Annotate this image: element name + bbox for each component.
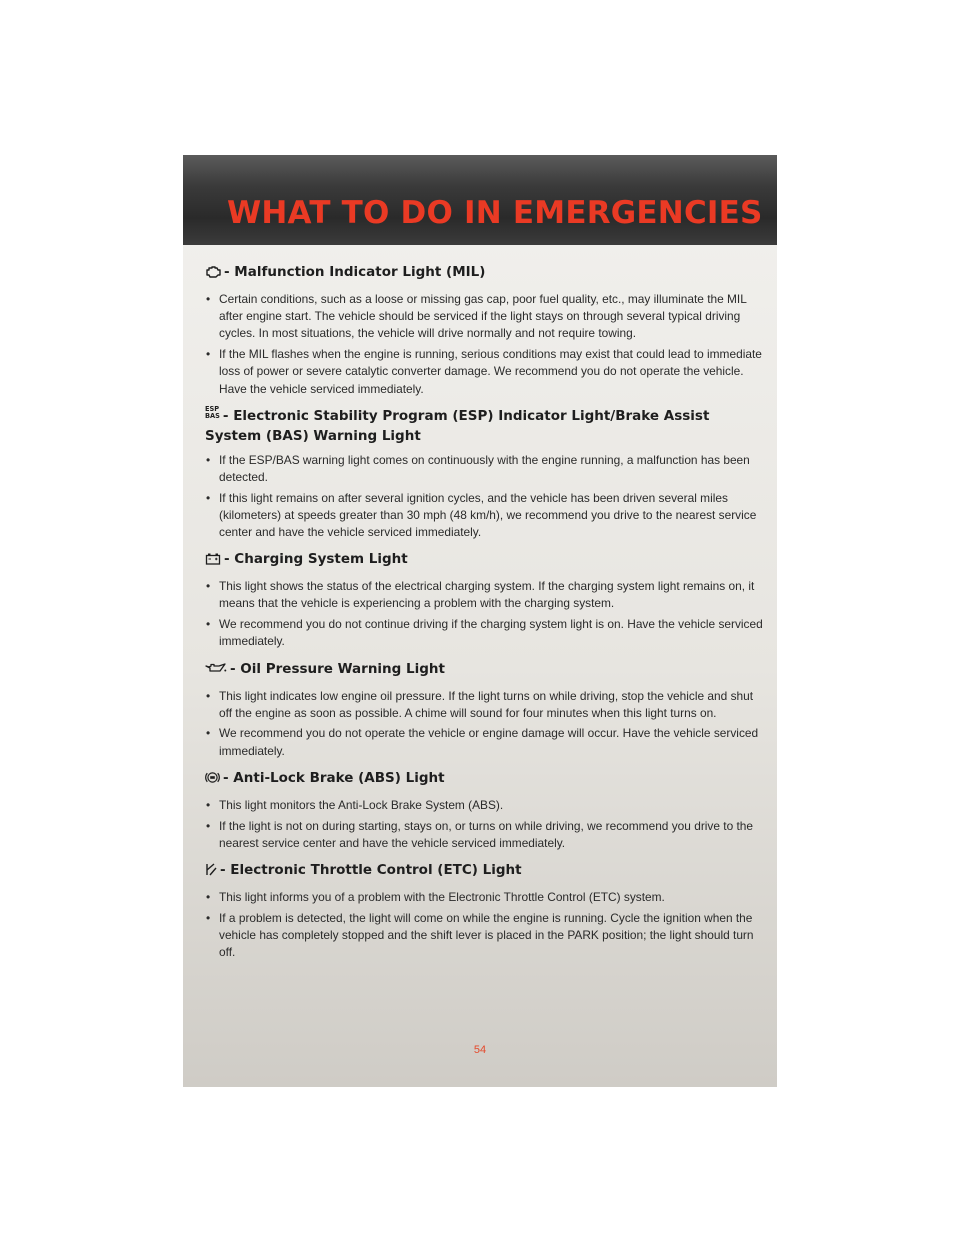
section-heading: [205, 860, 765, 883]
bullet-glyph: •: [206, 292, 211, 306]
list-item: [205, 797, 765, 814]
section-etc: [205, 860, 765, 961]
list-item: [205, 688, 765, 722]
page-title: WHAT TO DO IN EMERGENCIES: [227, 195, 763, 231]
list-item-text: If the MIL flashes when the engine is running, serious conditions may exist that could lead to immediate loss of power or severe catalytic converter damage. We recommend you do not operate the vehicle. Have the vehicle serviced immediately.: [219, 347, 762, 396]
section-heading: [205, 768, 765, 791]
heading-text: - Oil Pressure Warning Light: [230, 660, 445, 677]
bullet-glyph: •: [206, 579, 211, 594]
bullet-list: [205, 889, 765, 961]
bullet-glyph: •: [206, 617, 211, 632]
battery-icon: [205, 552, 221, 572]
section-abs: [205, 768, 765, 852]
heading-text: - Electronic Throttle Control (ETC) Light: [220, 861, 522, 878]
throttle-icon: [205, 862, 217, 883]
list-item: [205, 490, 765, 542]
bullet-list: [205, 797, 765, 852]
engine-icon: [205, 265, 221, 285]
bullet-glyph: •: [206, 910, 211, 925]
list-item: [205, 578, 765, 612]
manual-page: [183, 155, 777, 1087]
esp-icon-text: ESP: [205, 405, 220, 414]
heading-text: - Electronic Stability Program (ESP) Indicator Light/Brake Assist: [222, 407, 710, 424]
section-mil: [205, 262, 765, 398]
bullet-list: [205, 578, 765, 650]
bullet-glyph: •: [206, 688, 211, 703]
list-item-text: This light monitors the Anti-Lock Brake System (ABS).: [219, 797, 504, 812]
heading-text: - Charging System Light: [224, 551, 408, 568]
bullet-list: [205, 291, 765, 398]
list-item: [205, 346, 765, 398]
section-heading: [205, 262, 765, 285]
list-item-text: Certain conditions, such as a loose or missing gas cap, poor fuel quality, etc., may illuminate the MIL after engine start. The vehicle should be serviced if the light stays on through several typical driving cycles. In most situations, the vehicle will drive normally and not require towing.: [219, 292, 747, 341]
bullet-glyph: •: [206, 889, 211, 904]
section-heading: [205, 659, 765, 682]
list-item-text: If the light is not on during starting, stays on, or turns on while driving, we recommend you drive to the nearest service center and have the vehicle serviced immediately.: [219, 818, 754, 850]
list-item-text: This light shows the status of the electrical charging system. If the charging system light remains on, it means that the vehicle is experiencing a problem with the charging system.: [219, 579, 755, 611]
section-charging: [205, 549, 765, 650]
section-heading: [205, 406, 765, 446]
list-item-text: We recommend you do not continue driving if the charging system light is on. Have the vehicle serviced immediately.: [219, 617, 763, 649]
heading-text: - Anti-Lock Brake (ABS) Light: [223, 769, 445, 786]
esp-bas-icon: [205, 406, 220, 419]
content: [205, 262, 765, 969]
section-esp-bas: [205, 406, 765, 542]
heading-text: - Malfunction Indicator Light (MIL): [224, 264, 486, 280]
list-item-text: If this light remains on after several ignition cycles, and the vehicle has been driven several miles (kilometers) at speeds greater than 30 mph (48 km/h), we recommend you drive to the nearest service center and have the vehicle serviced immediately.: [219, 490, 757, 540]
page-number: 54: [473, 1044, 487, 1056]
bullet-glyph: •: [206, 797, 211, 812]
bullet-glyph: •: [206, 490, 211, 505]
list-item: [205, 910, 765, 962]
bullet-glyph: •: [206, 347, 211, 362]
list-item: [205, 818, 765, 852]
section-heading: [205, 549, 765, 572]
list-item: [205, 452, 765, 486]
list-item-text: We recommend you do not operate the vehicle or engine damage will occur. Have the vehicle serviced immediately.: [219, 726, 759, 758]
bullet-list: [205, 688, 765, 760]
bas-icon-text: BAS: [205, 411, 220, 420]
list-item: [205, 291, 765, 343]
bullet-glyph: •: [206, 726, 211, 741]
oil-can-icon: [205, 662, 227, 682]
list-item-text: This light informs you of a problem with the Electronic Throttle Control (ETC) system.: [219, 889, 665, 904]
bullet-list: [205, 452, 765, 542]
list-item: [205, 616, 765, 650]
heading-text-line2: System (BAS) Warning Light: [205, 427, 421, 444]
list-item-text: This light indicates low engine oil pressure. If the light turns on while driving, stop the vehicle and shut off the engine as soon as possible. A chime will sound for four minutes when this light turns on.: [219, 688, 754, 720]
list-item-text: If a problem is detected, the light will come on while the engine is running. Cycle the ignition when the vehicle has completely stopped and the shift lever is placed in the PARK position; the light should turn off.: [219, 910, 754, 960]
list-item: [205, 889, 765, 906]
header-bar: [183, 155, 777, 245]
list-item: [205, 725, 765, 759]
bullet-glyph: •: [206, 452, 211, 467]
list-item-text: If the ESP/BAS warning light comes on continuously with the engine running, a malfunction has been detected.: [219, 452, 750, 484]
section-oil-pressure: [205, 659, 765, 760]
abs-icon: [205, 770, 220, 791]
bullet-glyph: •: [206, 818, 211, 833]
